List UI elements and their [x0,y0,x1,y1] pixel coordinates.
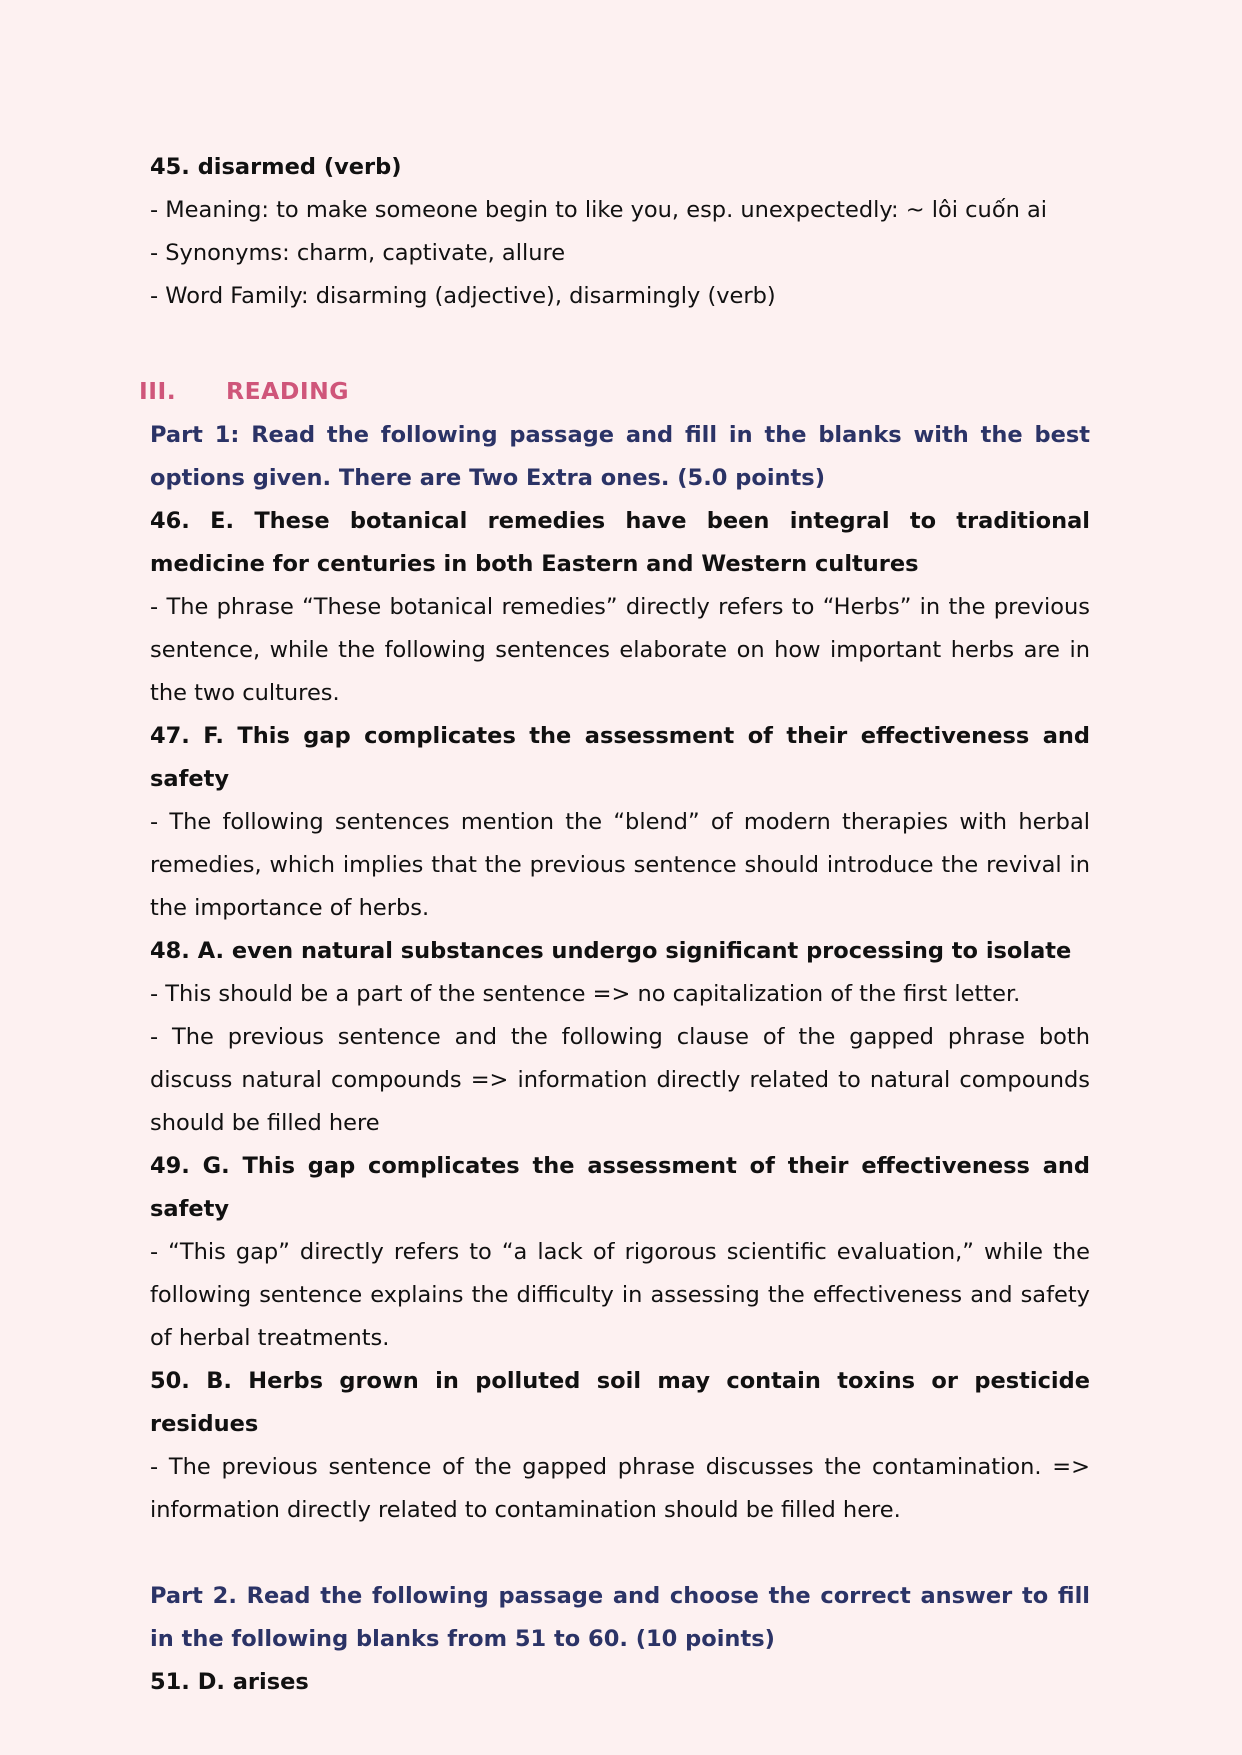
part1-item-48 [150,930,1090,1145]
answer-note: - The following sentences mention the “blend” of modern therapies with herbal remedies, which implies that the previous sentence should introduce the revival in the importance of herbs. [150,809,1090,921]
vocab-word-family: - Word Family: disarming (adjective), disarmingly (verb) [150,283,776,309]
vocab-heading: 45. disarmed (verb) [150,154,402,180]
answer-heading: 49. G. This gap complicates the assessment of their effectiveness and safety [150,1153,1090,1222]
answer-note: - The phrase “These botanical remedies” directly refers to “Herbs” in the previous sentence, while the following sentences elaborate on how important herbs are in the two cultures. [150,594,1090,706]
part1-item-49 [150,1145,1090,1360]
part1-item-47 [150,715,1090,930]
answer-note: - The previous sentence and the following clause of the gapped phrase both discuss natural compounds => information directly related to natural compounds should be filled here [150,1024,1090,1136]
answer-note: - The previous sentence of the gapped phrase discusses the contamination. => information directly related to contamination should be filled here. [150,1454,1090,1523]
section-title: READING [226,377,350,405]
section-heading [139,369,1090,414]
section-number: III. [139,377,177,405]
spacer [150,1532,1090,1575]
part1-instruction: Part 1: Read the following passage and fill in the blanks with the best options given. There are Two Extra ones. (5.0 points) [150,422,1090,491]
answer-heading: 50. B. Herbs grown in polluted soil may contain toxins or pesticide residues [150,1368,1090,1437]
answer-note: - This should be a part of the sentence => no capitalization of the first letter. [150,981,1021,1007]
answer-heading: 47. F. This gap complicates the assessment of their effectiveness and safety [150,723,1090,792]
answer-note: - “This gap” directly refers to “a lack of rigorous scientific evaluation,” while the following sentence explains the difficulty in assessing the effectiveness and safety of herbal treatments. [150,1239,1090,1351]
vocab-meaning: - Meaning: to make someone begin to like you, esp. unexpectedly: ~ lôi cuốn ai [150,197,1048,223]
document-page [139,146,1090,1704]
part1-item-46 [150,500,1090,715]
part2-instruction: Part 2. Read the following passage and choose the correct answer to fill in the following blanks from 51 to 60. (10 points) [150,1583,1090,1652]
vocab-synonyms: - Synonyms: charm, captivate, allure [150,240,566,266]
answer-heading: 48. A. even natural substances undergo significant processing to isolate [150,938,1072,964]
spacer [150,318,1090,361]
part1-item-50 [150,1360,1090,1532]
answer-heading: 46. E. These botanical remedies have been integral to traditional medicine for centuries in both Eastern and Western cultures [150,508,1090,577]
part2-first-answer: 51. D. arises [150,1669,309,1695]
